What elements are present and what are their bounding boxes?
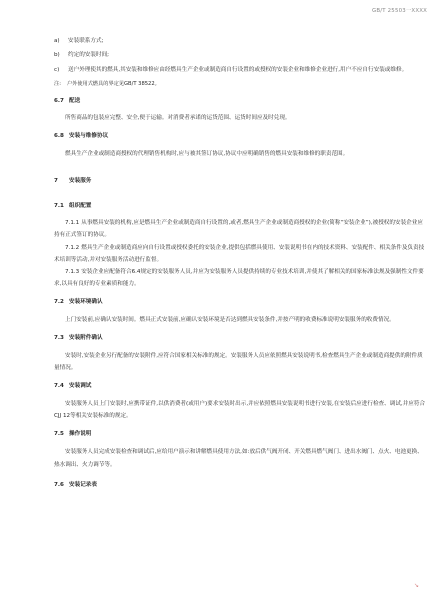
section-title: 安装与维修协议 <box>69 133 109 140</box>
clause-number: 7.1.3 <box>65 268 80 275</box>
chapter-number: 7 <box>54 178 58 185</box>
section-title: 安装附件确认 <box>69 335 103 342</box>
document-body <box>54 37 426 490</box>
section-title: 安装环境确认 <box>69 298 103 305</box>
section-number: 7.3 <box>54 335 64 342</box>
list-marker: b) <box>54 52 60 59</box>
section-title: 配送 <box>69 98 81 105</box>
list-item <box>54 51 426 60</box>
section-number: 6.8 <box>54 133 64 140</box>
section-number: 7.5 <box>54 431 64 438</box>
list-item <box>54 37 426 46</box>
numbered-paragraph <box>54 266 426 290</box>
section-heading <box>54 334 426 343</box>
clause-text: 从事燃具安装的机构,应是燃具生产企业或制造商自行设置的,或者,燃具生产企业或制造商授权的企业(简称“安装企业”),被授权的安装企业应持有正式签订的协议。 <box>54 220 423 239</box>
paragraph: 安装服务人员上门安装时,应携带证件,以供消费者(或用户)要求安装时出示,并应依照燃具安装说明书进行安装,在安装后应进行检查、调试,并应符合CJJ 12等相关安装标准的规定。 <box>54 401 426 420</box>
list-item-text: 约定的安装时间; <box>68 52 110 59</box>
paragraph: 上门安装前,应确认安装时间。燃具正式安装前,应确认安装环境是否达到燃具安装条件,并按产明的收费标准说明安装服务的收费情况。 <box>65 316 395 323</box>
chapter-heading <box>54 177 426 186</box>
section-heading <box>54 298 426 307</box>
list-item-text: 送户外理使其的燃具,其安装和维修应由经燃具生产企业或制造商自行设置的或授权的安装企业和维修企业进行,用户不应自行安装或维修。 <box>68 66 408 73</box>
section-title: 组织配置 <box>69 203 92 210</box>
section-number: 7.1 <box>54 203 64 210</box>
paragraph: 安装服务人员完成安装检查和调试后,应给用户演示和讲解燃具使用方法,如:放后供气阀开闭、开关燃具燃气阀门、进出水阀门、点火、电池更换、热水调出、火力调节等。 <box>54 449 423 468</box>
note-text: 户外使用式燃具的界定见GB/T 38522。 <box>66 80 160 87</box>
note <box>54 80 426 89</box>
section-heading <box>54 97 426 106</box>
numbered-paragraph <box>54 217 426 241</box>
section-number: 7.6 <box>54 481 64 488</box>
clause-text: 燃具生产企业或制造商应向自行设置或授权委托的安装企业,提供包括燃具使用、安装说明书在内的技术资料、安装配件、相关条件及负责技术培训等活动,并对安装服务活动进行监督。 <box>54 244 425 263</box>
section-heading <box>54 430 426 439</box>
paragraph: 安装时,安装企业另行配备的安装附件,应符合国家相关标准的规定。安装服务人员应依照燃具安装说明书,检查燃具生产企业或制造商提供的附件质量情况。 <box>54 353 423 372</box>
list-item-text: 安装联系方式; <box>68 38 104 44</box>
section-heading <box>54 202 426 211</box>
section-title: 安装记录表 <box>69 481 97 488</box>
section-heading <box>54 481 426 490</box>
clause-number: 7.1.1 <box>65 220 80 227</box>
chapter-title: 安装服务 <box>69 178 92 185</box>
list-item <box>54 66 426 75</box>
paragraph: 燃具生产企业或制造商授权的代理销售机构时,应与被其签订协议,协议中应明确销售的燃具安装和维修的职责范围。 <box>65 151 349 158</box>
clause-text: 安装企业应配备符合6.4规定的安装服务人员,并应为安装服务人员提供持续的专业技术培训,并使其了解相关的国家标准法规及强制性文件要求,以具有良好的专业素质和能力。 <box>54 268 424 287</box>
section-heading <box>54 382 426 391</box>
clause-number: 7.1.2 <box>65 244 80 251</box>
list-marker: c) <box>54 66 60 73</box>
note-marker: 注: <box>54 80 61 87</box>
standard-number-header: GB/T 25503一XXXX <box>371 8 427 14</box>
section-title: 操作说明 <box>69 431 92 438</box>
section-number: 7.4 <box>54 383 64 390</box>
list-marker: a) <box>54 38 60 44</box>
numbered-paragraph <box>54 242 426 266</box>
section-number: 6.7 <box>54 98 64 105</box>
section-title: 安装调试 <box>69 383 92 390</box>
paragraph: 所售商品的包装应完整、安全,便于运输。对消费者承诺的运货范围、运货时间应及时兑现。 <box>65 115 291 122</box>
section-number: 7.2 <box>54 298 64 305</box>
section-heading <box>54 132 426 141</box>
corner-arrow-icon: ↘ <box>413 582 419 589</box>
